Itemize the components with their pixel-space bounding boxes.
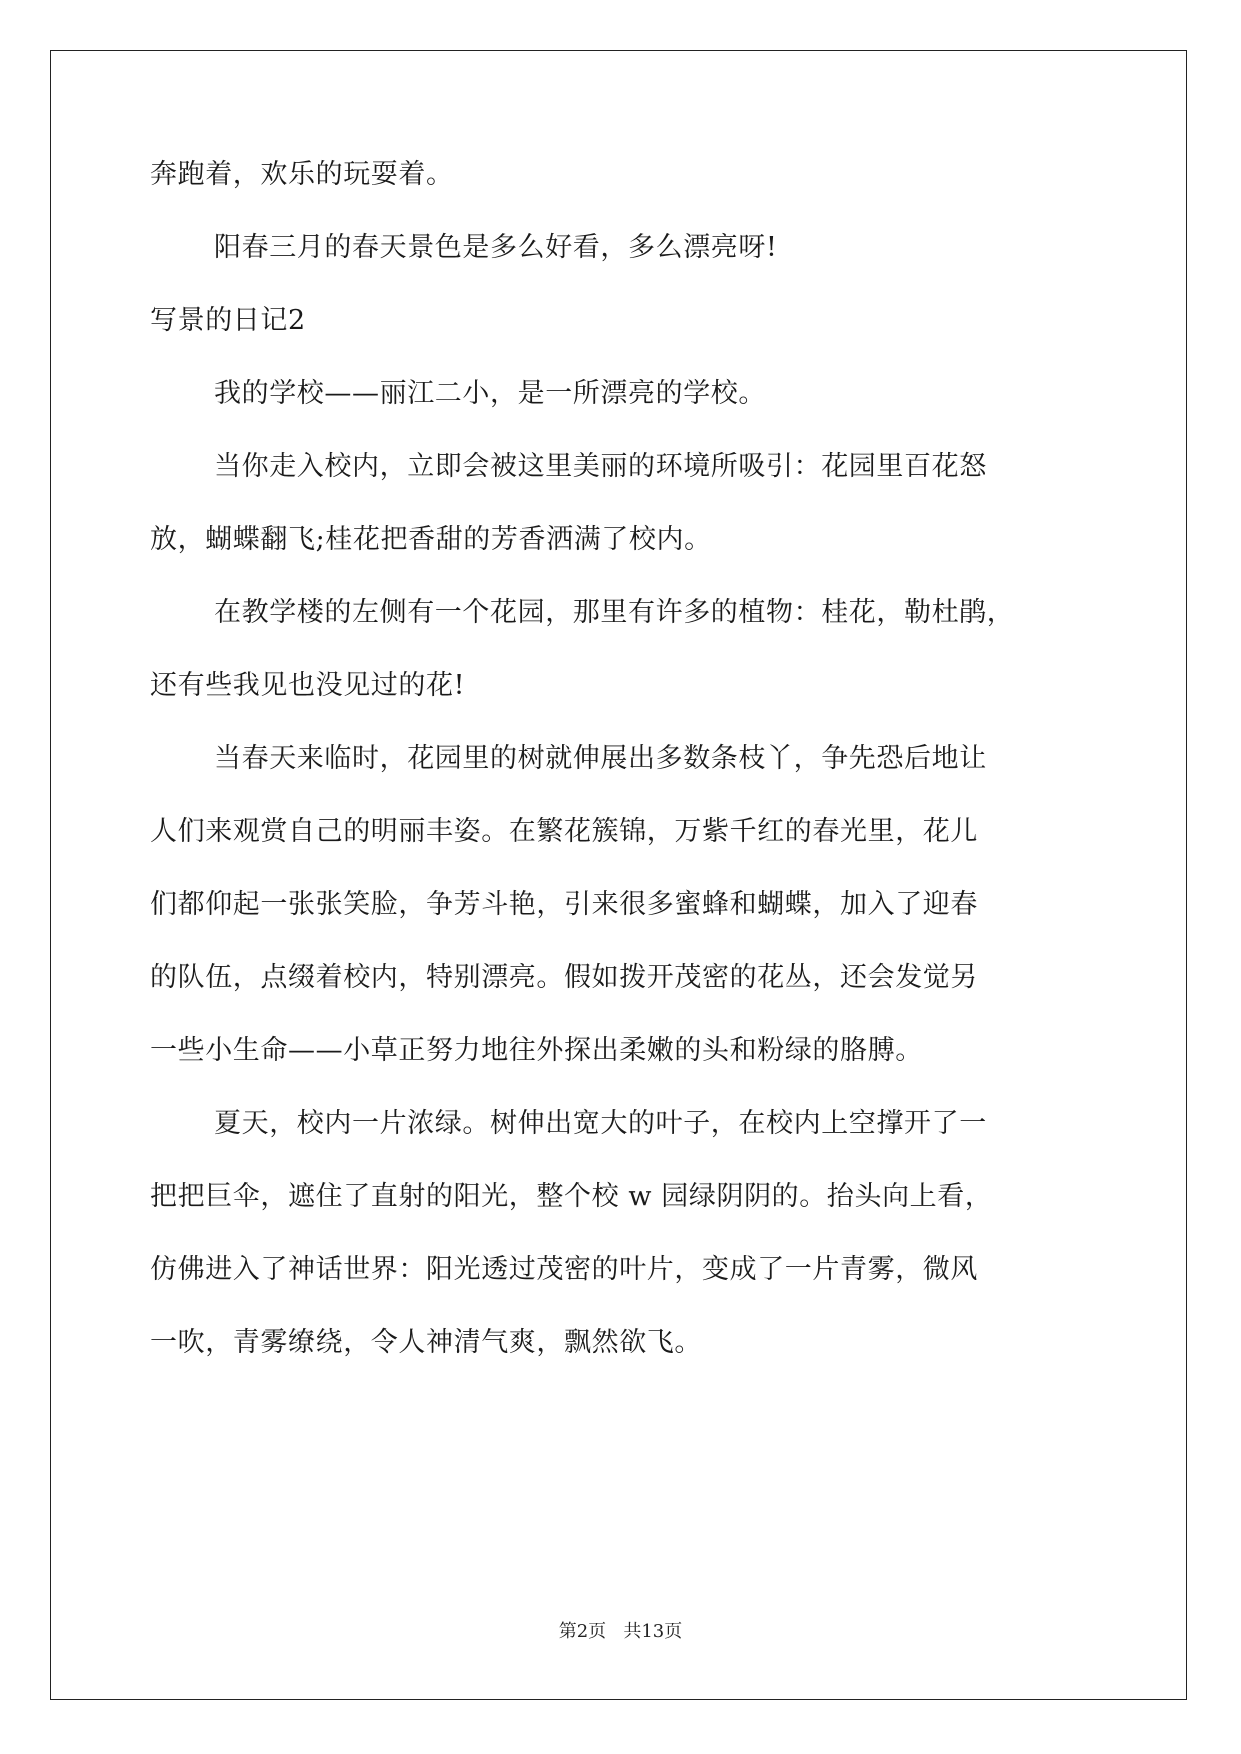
- text-line: 在教学楼的左侧有一个花园，那里有许多的植物：桂花，勒杜鹃，: [214, 597, 1015, 628]
- text-line: 当春天来临时，花园里的树就伸展出多数条枝丫，争先恐后地让: [214, 743, 987, 774]
- text-line: 一些小生命——小草正努力地往外探出柔嫩的头和粉绿的胳膊。: [150, 1035, 923, 1066]
- text-line: 奔跑着，欢乐的玩耍着。: [150, 159, 454, 190]
- text-line: 一吹，青雾缭绕，令人神清气爽，飘然欲飞。: [150, 1327, 702, 1358]
- text-line: 夏天，校内一片浓绿。树伸出宽大的叶子，在校内上空撑开了一: [214, 1108, 987, 1139]
- section-heading: 写景的日记2: [150, 305, 306, 336]
- page-number: 第2页 共13页: [558, 1621, 683, 1642]
- text-line: 人们来观赏自己的明丽丰姿。在繁花簇锦，万紫千红的春光里，花儿: [150, 816, 978, 847]
- text-line: 把把巨伞，遮住了直射的阳光，整个校 w 园绿阴阴的。抬头向上看，: [150, 1181, 993, 1212]
- text-line: 阳春三月的春天景色是多么好看，多么漂亮呀!: [214, 232, 778, 263]
- text-line: 放，蝴蝶翻飞;桂花把香甜的芳香洒满了校内。: [150, 524, 712, 555]
- page-border: [50, 50, 1187, 1700]
- text-line: 还有些我见也没见过的花!: [150, 670, 466, 701]
- text-line: 们都仰起一张张笑脸，争芳斗艳，引来很多蜜蜂和蝴蝶，加入了迎春: [150, 889, 978, 920]
- text-line: 仿佛进入了神话世界：阳光透过茂密的叶片，变成了一片青雾，微风: [150, 1254, 978, 1285]
- text-line: 当你走入校内，立即会被这里美丽的环境所吸引：花园里百花怒: [214, 451, 987, 482]
- text-line: 我的学校——丽江二小，是一所漂亮的学校。: [214, 378, 766, 409]
- text-line: 的队伍，点缀着校内，特别漂亮。假如拨开茂密的花丛，还会发觉另: [150, 962, 978, 993]
